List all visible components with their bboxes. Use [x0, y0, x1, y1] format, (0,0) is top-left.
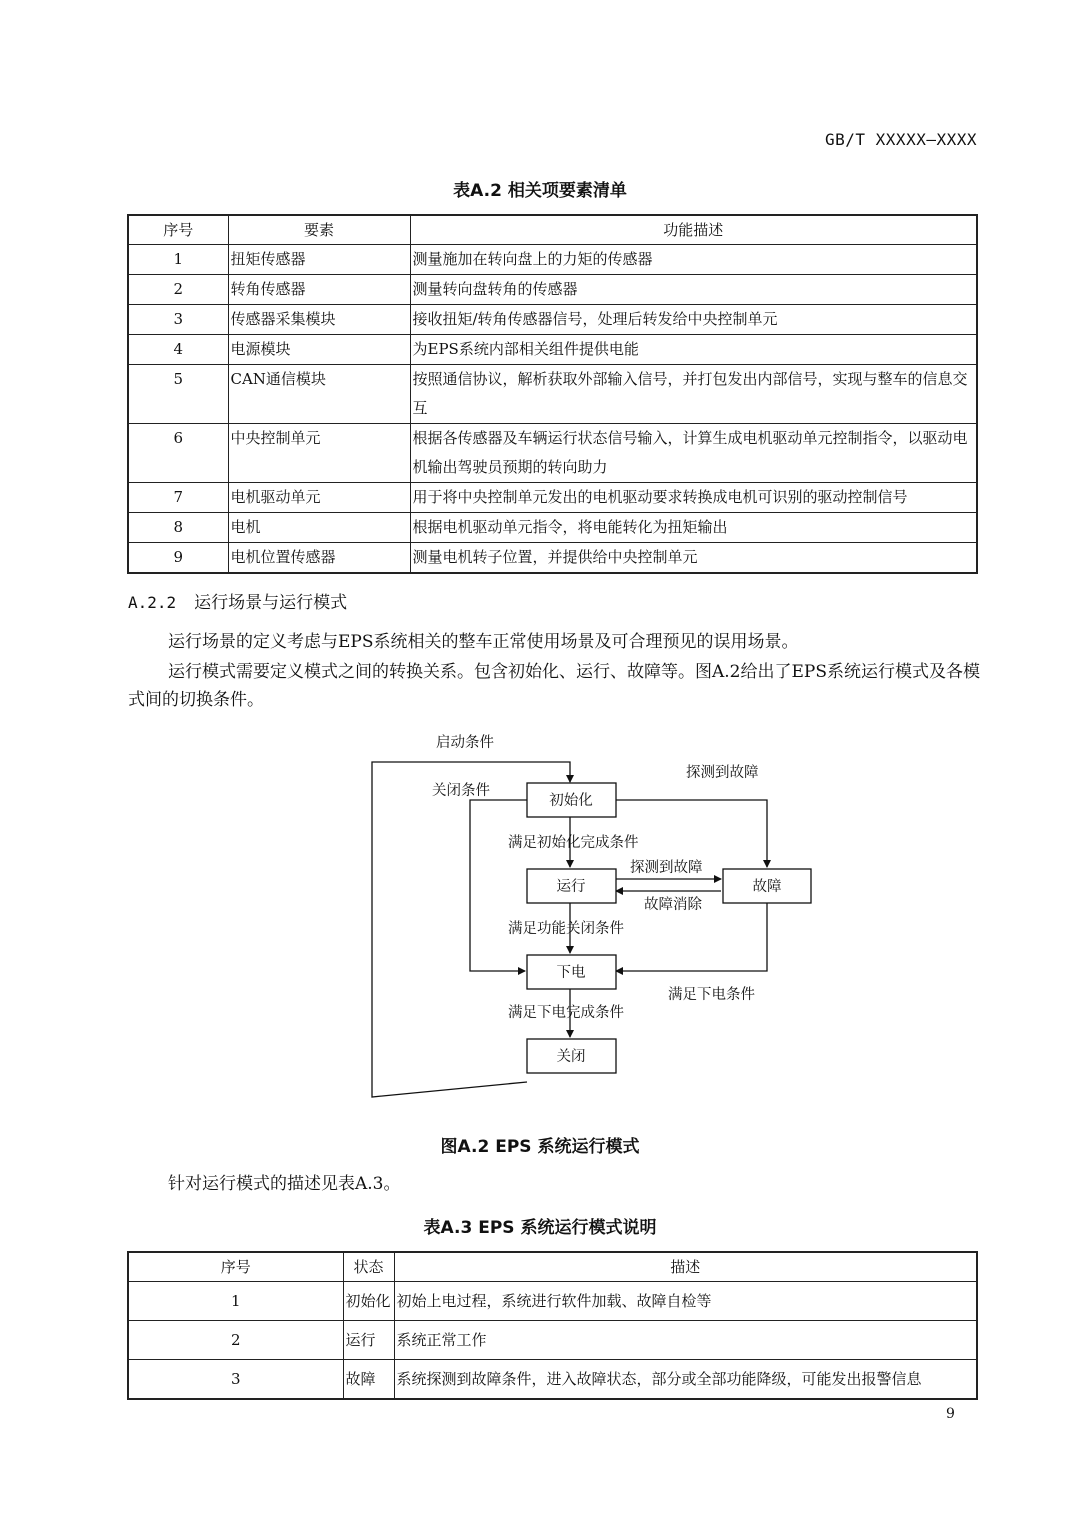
- paragraph: 针对运行模式的描述见表A.3。: [168, 1174, 401, 1194]
- function-description: 测量施加在转向盘上的力矩的传感器: [410, 245, 977, 275]
- table-a2-caption: 表A.2 相关项要素清单: [453, 181, 627, 201]
- function-description: 测量电机转子位置，并提供给中央控制单元: [410, 543, 977, 574]
- function-description: 根据各传感器及车辆运行状态信号输入，计算生成电机驱动单元控制指令，以驱动电机输出驾驶员预期的转向助力: [410, 424, 977, 483]
- state-powerdown-label: 下电: [556, 965, 586, 981]
- function-description: 测量转向盘转角的传感器: [410, 275, 977, 305]
- row-number: 3: [128, 1360, 343, 1400]
- state-name: 初始化: [343, 1282, 394, 1321]
- document-code: GB/T XXXXX—XXXX: [825, 130, 977, 149]
- fault-to-powerdown-line: [616, 903, 767, 971]
- page-number: 9: [946, 1406, 955, 1422]
- function-description: 接收扭矩/转角传感器信号，处理后转发给中央控制单元: [410, 305, 977, 335]
- function-description: 用于将中央控制单元发出的电机驱动要求转换成电机可识别的驱动控制信号: [410, 483, 977, 513]
- state-name: 运行: [343, 1321, 394, 1360]
- section-number: A.2.2: [128, 593, 177, 612]
- row-number: 1: [128, 245, 228, 275]
- fault-cleared-label: 故障消除: [644, 897, 702, 913]
- row-number: 1: [128, 1282, 343, 1321]
- init-done-label: 满足初始化完成条件: [508, 835, 639, 851]
- element-name: 电源模块: [228, 335, 410, 365]
- table-row: [128, 424, 977, 483]
- powerdown-condition-label: 满足下电条件: [668, 987, 755, 1003]
- table-row: [128, 365, 977, 424]
- table-row: [128, 335, 977, 365]
- column-header: 要素: [228, 215, 410, 245]
- table-row: [128, 275, 977, 305]
- column-header: 序号: [128, 215, 228, 245]
- function-description: 按照通信协议，解析获取外部输入信号，并打包发出内部信号，实现与整车的信息交互: [410, 365, 977, 424]
- table-row: [128, 1321, 977, 1360]
- mode-transition-flowchart: [360, 725, 830, 1105]
- table-row: [128, 1282, 977, 1321]
- paragraph: 运行场景的定义考虑与EPS系统相关的整车正常使用场景及可合理预见的误用场景。: [168, 632, 799, 652]
- state-description: 系统正常工作: [394, 1321, 977, 1360]
- column-header: 序号: [128, 1252, 343, 1282]
- detect-fault-top-label: 探测到故障: [686, 765, 759, 781]
- state-init-label: 初始化: [549, 793, 593, 809]
- row-number: 2: [128, 1321, 343, 1360]
- row-number: 6: [128, 424, 228, 483]
- state-description: 初始上电过程，系统进行软件加载、故障自检等: [394, 1282, 977, 1321]
- table-a3: [127, 1251, 978, 1400]
- state-fault-label: 故障: [752, 879, 782, 895]
- element-name: 电机驱动单元: [228, 483, 410, 513]
- figure-caption: 图A.2 EPS 系统运行模式: [440, 1137, 640, 1157]
- section-title: 运行场景与运行模式: [194, 593, 348, 613]
- close-condition-line: [470, 800, 527, 971]
- init-to-fault-line: [616, 800, 767, 867]
- table-row: [128, 543, 977, 574]
- powerdown-done-label: 满足下电完成条件: [508, 1005, 624, 1021]
- element-name: 扭矩传感器: [228, 245, 410, 275]
- table-row: [128, 245, 977, 275]
- table-a3-caption: 表A.3 EPS 系统运行模式说明: [423, 1218, 657, 1238]
- element-name: 传感器采集模块: [228, 305, 410, 335]
- row-number: 3: [128, 305, 228, 335]
- function-description: 根据电机驱动单元指令，将电能转化为扭矩输出: [410, 513, 977, 543]
- row-number: 5: [128, 365, 228, 424]
- row-number: 8: [128, 513, 228, 543]
- start-condition-label: 启动条件: [436, 735, 494, 751]
- row-number: 9: [128, 543, 228, 574]
- element-name: 中央控制单元: [228, 424, 410, 483]
- table-row: [128, 1360, 977, 1400]
- row-number: 7: [128, 483, 228, 513]
- table-header-row: [128, 1252, 977, 1282]
- func-close-label: 满足功能关闭条件: [508, 921, 624, 937]
- element-name: 电机: [228, 513, 410, 543]
- table-row: [128, 513, 977, 543]
- function-description: 为EPS系统内部相关组件提供电能: [410, 335, 977, 365]
- table-row: [128, 305, 977, 335]
- state-off-label: 关闭: [556, 1049, 586, 1065]
- state-name: 故障: [343, 1360, 394, 1400]
- column-header: 状态: [343, 1252, 394, 1282]
- state-run-label: 运行: [556, 879, 586, 895]
- row-number: 4: [128, 335, 228, 365]
- table-a2: [127, 214, 978, 574]
- table-row: [128, 483, 977, 513]
- detect-fault-label: 探测到故障: [630, 860, 703, 876]
- column-header: 描述: [394, 1252, 977, 1282]
- element-name: 转角传感器: [228, 275, 410, 305]
- close-condition-label: 关闭条件: [432, 783, 490, 799]
- state-description: 系统探测到故障条件，进入故障状态，部分或全部功能降级，可能发出报警信息: [394, 1360, 977, 1400]
- table-header-row: [128, 215, 977, 245]
- section-heading: [128, 588, 347, 613]
- paragraph: 运行模式需要定义模式之间的转换关系。包含初始化、运行、故障等。图A.2给出了EPS系统运行模式及各模式间的切换条件。: [128, 662, 980, 710]
- element-name: 电机位置传感器: [228, 543, 410, 574]
- row-number: 2: [128, 275, 228, 305]
- column-header: 功能描述: [410, 215, 977, 245]
- element-name: CAN通信模块: [228, 365, 410, 424]
